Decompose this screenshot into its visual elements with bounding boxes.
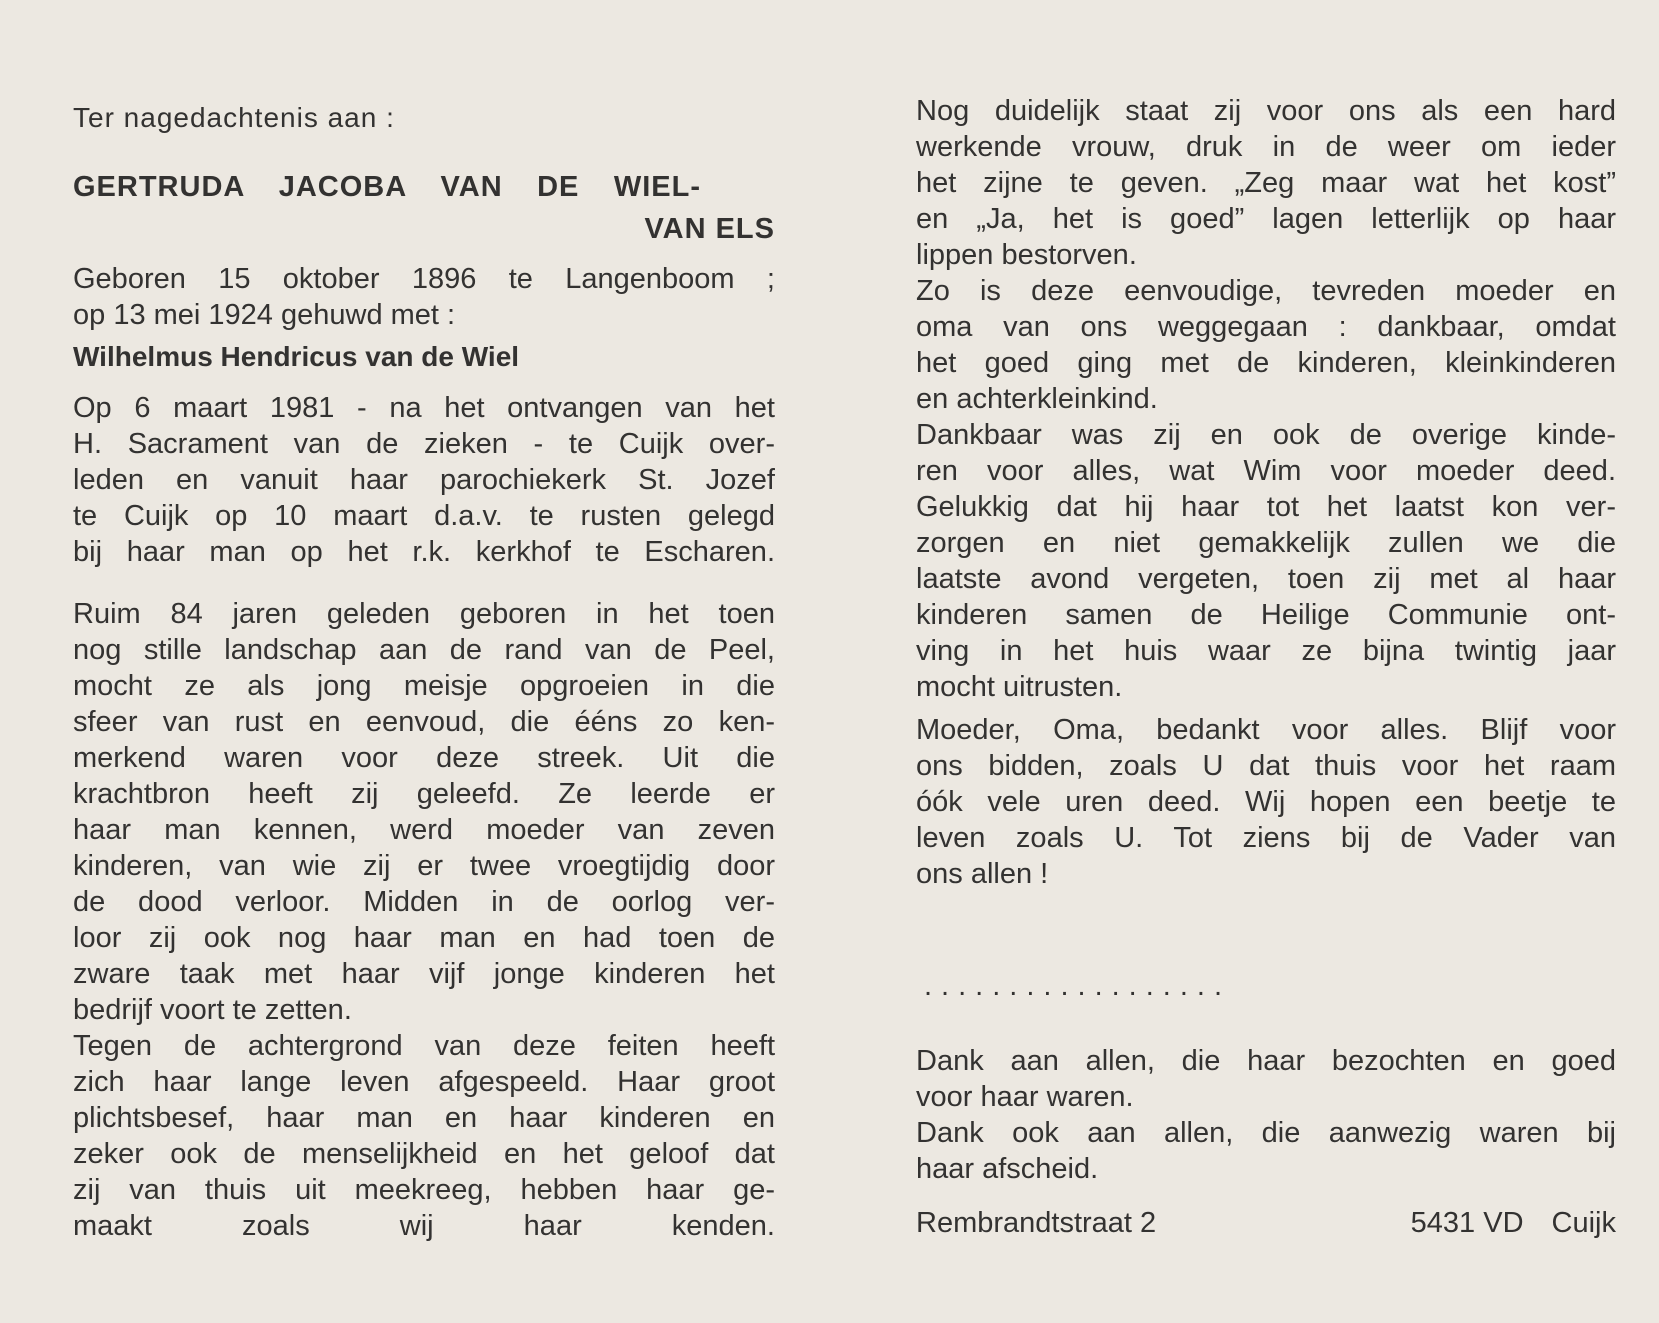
deceased-name-line2: VAN ELS (644, 213, 775, 245)
text-line: zij van thuis uit meekreeg, hebben haar ge- (73, 1174, 775, 1206)
text-line: krachtbron heeft zij geleefd. Ze leerde er (73, 778, 775, 810)
address-line (916, 1205, 1616, 1241)
text-line: ving in het huis waar ze bijna twintig jaar (916, 635, 1616, 667)
address-postcode: 5431 VD (1410, 1207, 1524, 1239)
death-paragraph (73, 390, 775, 570)
text-line: laatste avond vergeten, toen zij met al haar (916, 563, 1616, 595)
text-line: Gelukkig dat hij haar tot het laatst kon ver- (916, 491, 1616, 523)
text-line: bedrijf voort te zetten. (73, 994, 352, 1026)
text-line: nog stille landschap aan de rand van de Peel, (73, 634, 775, 666)
text-line: ren voor alles, wat Wim voor moeder deed. (916, 455, 1616, 487)
farewell-paragraph (916, 712, 1616, 892)
life-paragraph (73, 596, 775, 1244)
text-line: mocht ze als jong meisje opgroeien in die (73, 670, 775, 702)
text-line: Zo is deze eenvoudige, tevreden moeder en (916, 275, 1616, 307)
text-line: Dank aan allen, die haar bezochten en goed (916, 1045, 1616, 1077)
text-line: mocht uitrusten. (916, 671, 1123, 703)
text-line: haar man kennen, werd moeder van zeven (73, 814, 775, 846)
text-line: Nog duidelijk staat zij voor ons als een hard (916, 95, 1616, 127)
text-line: ons allen ! (916, 858, 1049, 890)
text-line: loor zij ook nog haar man en had toen de (73, 922, 775, 954)
text-line: bij haar man op het r.k. kerkhof te Escharen. (73, 536, 775, 568)
text-line: Ruim 84 jaren geleden geboren in het toen (73, 598, 775, 630)
husband-name: Wilhelmus Hendricus van de Wiel (73, 341, 520, 372)
text-line: óók vele uren deed. Wij hopen een beetje te (916, 786, 1616, 818)
text-line: Dank ook aan allen, die aanwezig waren bij (916, 1117, 1616, 1149)
text-line: Tegen de achtergrond van deze feiten heeft (73, 1030, 775, 1062)
text-line: zich haar lange leven afgespeeld. Haar groot (73, 1066, 775, 1098)
text-line: en achterkleinkind. (916, 383, 1158, 415)
text-line: zorgen en niet gemakkelijk zullen we die (916, 527, 1616, 559)
text-line: te Cuijk op 10 maart d.a.v. te rusten gelegd (73, 500, 775, 532)
text-line: H. Sacrament van de zieken - te Cuijk over- (73, 428, 775, 460)
text-line: kinderen samen de Heilige Communie ont- (916, 599, 1616, 631)
text-line: voor haar waren. (916, 1081, 1134, 1113)
deceased-name-line1: GERTRUDA JACOBA VAN DE WIEL- (73, 171, 701, 203)
text-line: en „Ja, het is goed” lagen letterlijk op haar (916, 203, 1616, 235)
text-line: lippen bestorven. (916, 239, 1137, 271)
address-street: Rembrandtstraat 2 (916, 1207, 1157, 1239)
text-line: het goed ging met de kinderen, kleinkinderen (916, 347, 1616, 379)
thanks-paragraph (916, 1043, 1616, 1187)
memory-paragraph (916, 93, 1616, 705)
text-line: Op 6 maart 1981 - na het ontvangen van het (73, 392, 775, 424)
text-line: werkende vrouw, druk in de weer om ieder (916, 131, 1616, 163)
text-line: sfeer van rust en eenvoud, die ééns zo ken- (73, 706, 775, 738)
text-line: Dankbaar was zij en ook de overige kinde- (916, 419, 1616, 451)
text-line: het zijne te geven. „Zeg maar wat het kost” (916, 167, 1616, 199)
text-line: de dood verloor. Midden in de oorlog ver- (73, 886, 775, 918)
text-line: zware taak met haar vijf jonge kinderen het (73, 958, 775, 990)
address-location (1411, 1205, 1616, 1241)
dotted-separator: .................. (924, 970, 1232, 1002)
text-line: maakt zoals wij haar kenden. (73, 1210, 775, 1242)
text-line: zeker ook de menselijkheid en het geloof dat (73, 1138, 775, 1170)
text-line: oma van ons weggegaan : dankbaar, omdat (916, 311, 1616, 343)
text-line: op 13 mei 1924 gehuwd met : (73, 299, 456, 331)
text-line: haar afscheid. (916, 1153, 1099, 1185)
text-line: plichtsbesef, haar man en haar kinderen en (73, 1102, 775, 1134)
text-line: merkend waren voor deze streek. Uit die (73, 742, 775, 774)
text-line: Moeder, Oma, bedankt voor alles. Blijf voor (916, 714, 1616, 746)
text-line: ons bidden, zoals U dat thuis voor het raam (916, 750, 1616, 782)
text-line: Geboren 15 oktober 1896 te Langenboom ; (73, 263, 775, 295)
text-line: leden en vanuit haar parochiekerk St. Jozef (73, 464, 775, 496)
address-city: Cuijk (1551, 1207, 1616, 1239)
text-line: leven zoals U. Tot ziens bij de Vader van (916, 822, 1616, 854)
text-line: kinderen, van wie zij er twee vroegtijdig door (73, 850, 775, 882)
intro-text: Ter nagedachtenis aan : (73, 102, 395, 133)
birth-marriage-text (73, 261, 775, 333)
